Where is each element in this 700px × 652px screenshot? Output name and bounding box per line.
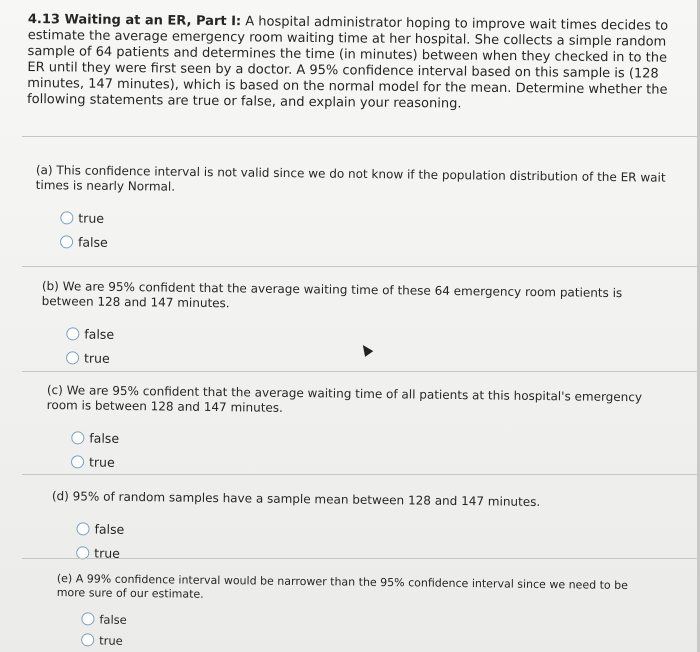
question-e-prompt: (e) A 99% confidence interval would be narrower than the 95% confidence interval since we need to be more sure of our estimate. [56, 572, 628, 601]
radio-button-icon[interactable] [71, 431, 84, 444]
question-b-prompt: (b) We are 95% confident that the average waiting time of these 64 emergency room patients is between 128 and 147 minutes. [41, 279, 623, 311]
option-label: false [94, 521, 125, 537]
option-label: true [78, 210, 105, 226]
question-a-prompt: (a) This confidence interval is not valid since we do not know if the population distribution of the ER wait times is nearly Normal. [35, 163, 666, 194]
option-label: true [88, 454, 115, 470]
question-c [46, 383, 659, 480]
radio-button-icon[interactable] [81, 612, 94, 625]
option-label: false [77, 234, 108, 250]
option-label: true [99, 633, 123, 648]
problem-statement [27, 12, 678, 115]
question-divider [22, 371, 700, 372]
radio-button-icon[interactable] [60, 211, 73, 224]
option-label: true [94, 545, 120, 561]
question-d-prompt: (d) 95% of random samples have a sample mean between 128 and 147 minutes. [51, 489, 541, 509]
radio-button-icon[interactable] [81, 633, 94, 646]
problem-text: A hospital administrator hoping to improve wait times decides to estimate the average emergency room waiting time at her hospital. She collects a simple random sample of 64 patients and determines the time (in minutes) between when they checked in to the ER until they were first seen by a doctor. A 95% confidence interval based on this sample is (128 minutes, 147 minutes), which is based on the normal model for the mean. Determine whether the following statements are true or false, and explain your reasoning. [27, 14, 669, 112]
radio-button-icon[interactable] [66, 327, 79, 340]
problem-title: 4.13 Waiting at an ER, Part I: [27, 12, 242, 30]
question-e [56, 572, 647, 652]
radio-button-icon[interactable] [71, 455, 84, 468]
option-label: false [99, 612, 127, 627]
option-label: true [83, 350, 110, 366]
radio-button-icon[interactable] [76, 546, 89, 559]
question-divider [22, 474, 700, 475]
radio-button-icon[interactable] [76, 522, 89, 535]
question-divider [22, 266, 700, 267]
question-c-prompt: (c) We are 95% confident that the average waiting time of all patients at this hospital's emergency room is between 128 and 147 minutes. [46, 383, 643, 415]
question-a [35, 163, 668, 261]
question-b [41, 279, 662, 377]
question-divider [22, 558, 700, 559]
option-label: false [84, 326, 115, 342]
radio-button-icon[interactable] [66, 351, 79, 364]
radio-button-icon[interactable] [60, 235, 73, 248]
section-divider [22, 136, 700, 137]
option-label: false [89, 430, 120, 446]
